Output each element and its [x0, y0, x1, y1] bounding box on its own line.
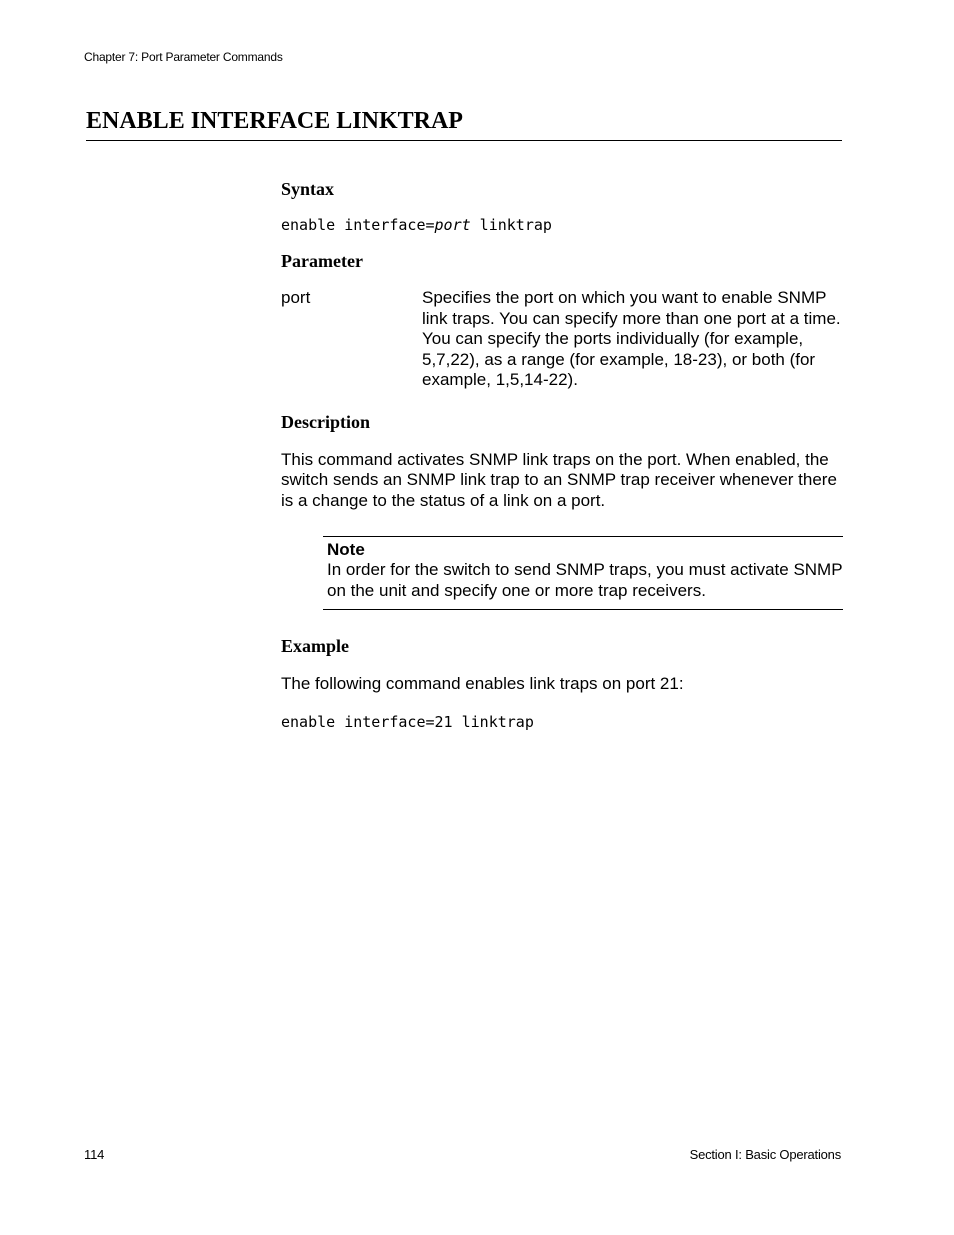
example-heading: Example: [281, 636, 350, 656]
example-command: enable interface=21 linktrap: [281, 712, 534, 731]
note-label: Note: [327, 540, 365, 559]
page-title: ENABLE INTERFACE LINKTRAP: [86, 106, 842, 141]
parameter-description: Specifies the port on which you want to enable SNMP link traps. You can specify more than one port at a time. You can specify the ports individually (for example, 5,7,22), as a range (for example, 18-23), or both (for example, 1,5,14-22).: [422, 288, 841, 389]
description-heading: Description: [281, 411, 370, 432]
content-column: [281, 178, 843, 732]
parameter-row: [281, 288, 843, 391]
running-head: Chapter 7: Port Parameter Commands: [84, 50, 283, 64]
example-intro: The following command enables link traps on port 21:: [281, 674, 684, 693]
parameter-heading: Parameter: [281, 251, 363, 271]
parameter-name: port: [281, 288, 311, 307]
syntax-command-prefix: enable interface=: [281, 216, 435, 234]
note-box: [323, 536, 843, 610]
syntax-command: [281, 215, 843, 235]
note-text: In order for the switch to send SNMP traps, you must activate SNMP on the unit and specify one or more trap receivers.: [327, 560, 843, 600]
page-number: 114: [84, 1147, 105, 1162]
syntax-command-param: port: [434, 216, 471, 234]
footer-section: Section I: Basic Operations: [689, 1147, 841, 1162]
syntax-command-suffix: linktrap: [470, 216, 552, 234]
syntax-heading: Syntax: [281, 179, 335, 199]
description-text: This command activates SNMP link traps on the port. When enabled, the switch sends an SNMP link trap to an SNMP trap receiver whenever there is a change to the status of a link on a port.: [281, 449, 837, 510]
